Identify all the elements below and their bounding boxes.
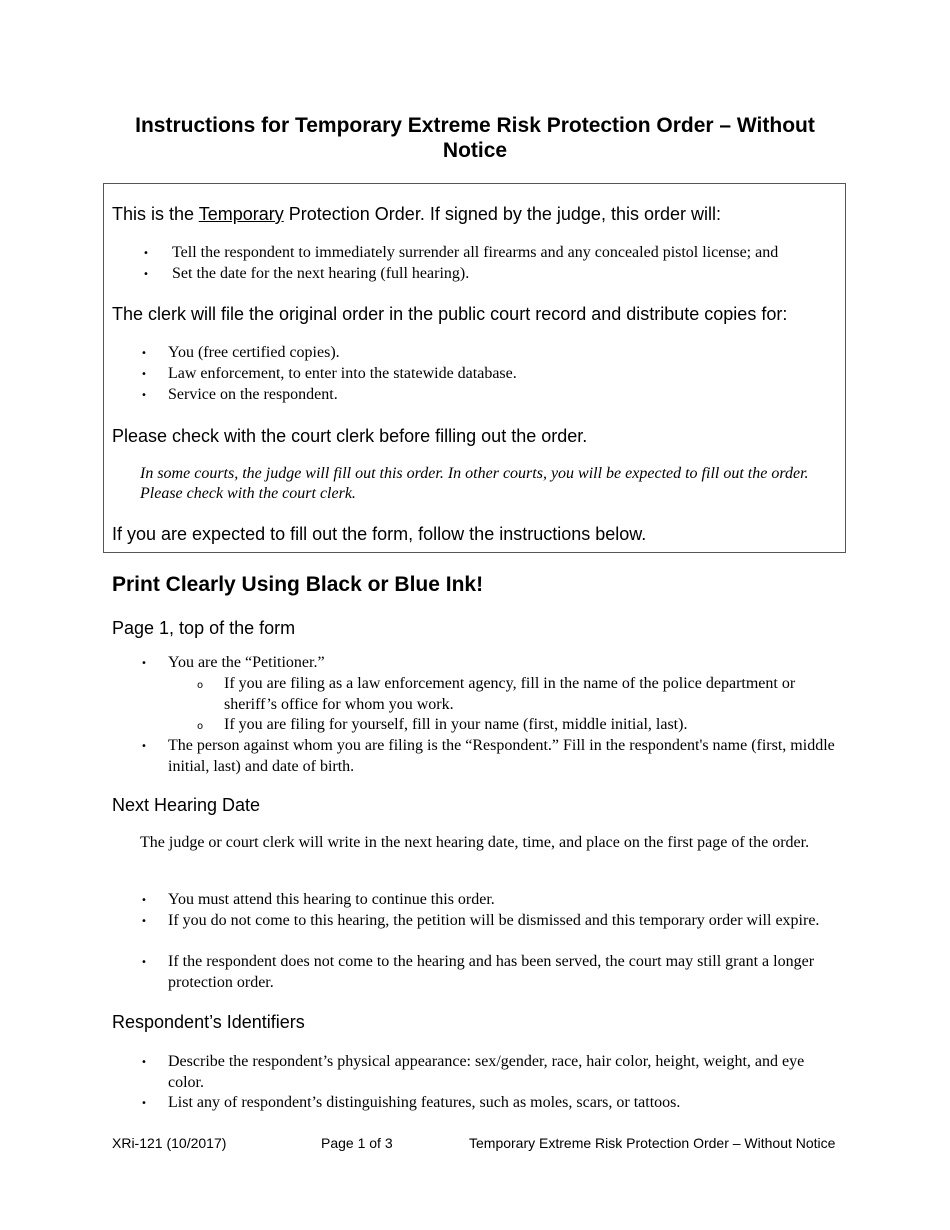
sub-list-item — [0, 674, 844, 715]
page1-list — [0, 653, 850, 777]
list-item — [0, 1093, 844, 1114]
italic-note: In some courts, the judge will fill out this order. In other courts, you will be expected to fill out the order. Please check with the court clerk. — [140, 465, 809, 502]
bullet-icon: • — [141, 957, 147, 968]
list-item-text: If you do not come to this hearing, the petition will be dismissed and this temporary order will expire. — [168, 912, 820, 929]
list-item — [0, 653, 850, 674]
list-item-text: You are the “Petitioner.” — [168, 654, 325, 671]
list-item-text: Describe the respondent’s physical appearance: sex/gender, race, hair color, height, weight, and eye color. — [168, 1053, 805, 1091]
list-item-text: Law enforcement, to enter into the statewide database. — [168, 365, 517, 382]
document-title: Instructions for Temporary Extreme Risk Protection Order – Without Notice — [135, 114, 815, 162]
bullet-icon: • — [143, 248, 149, 259]
list-item — [0, 736, 844, 777]
list-item — [0, 264, 850, 285]
circle-bullet-icon: o — [197, 721, 204, 732]
intro-text-post: Protection Order. If signed by the judge, this order will: — [283, 204, 721, 224]
intro-text — [112, 203, 842, 225]
list-item — [0, 385, 850, 406]
next-hearing-list — [0, 890, 850, 993]
footer-form-code: XRi-121 (10/2017) — [112, 1135, 227, 1151]
list-item — [0, 364, 850, 385]
section-heading-next-hearing: Next Hearing Date — [112, 795, 261, 815]
list-item — [0, 952, 844, 993]
intro-text-pre: This is the — [112, 204, 199, 224]
bullet-icon: • — [141, 348, 147, 359]
bullet-icon: • — [141, 1098, 147, 1109]
list-item-text: If the respondent does not come to the hearing and has been served, the court may still grant a longer protection order. — [168, 953, 815, 991]
list-item-text: Service on the respondent. — [168, 386, 338, 403]
list-item-text: List any of respondent’s distinguishing features, such as moles, scars, or tattoos. — [168, 1094, 681, 1111]
bullet-icon: • — [141, 741, 147, 752]
bullet-icon: • — [141, 658, 147, 669]
sub-list-item-text: If you are filing as a law enforcement agency, fill in the name of the police department or sheriff’s office for whom you work. — [224, 675, 796, 713]
circle-bullet-icon: o — [197, 680, 204, 691]
bullet-icon: • — [143, 269, 149, 280]
sub-list-item — [0, 715, 844, 736]
next-hearing-paragraph: The judge or court clerk will write in the next hearing date, time, and place on the first page of the order. — [140, 834, 810, 851]
temporary-underlined: Temporary — [198, 204, 284, 224]
footer-page-number: Page 1 of 3 — [321, 1135, 393, 1151]
bullet-icon: • — [141, 1057, 147, 1068]
sub-list-item-text: If you are filing for yourself, fill in your name (first, middle initial, last). — [224, 716, 688, 733]
list-item — [0, 911, 844, 952]
bullet-icon: • — [141, 916, 147, 927]
footer-form-title: Temporary Extreme Risk Protection Order – Without Notice — [469, 1135, 836, 1151]
list-item-text: You must attend this hearing to continue this order. — [168, 891, 495, 908]
bullet-icon: • — [141, 390, 147, 401]
clerk-text: The clerk will file the original order in the public court record and distribute copies for: — [112, 304, 788, 324]
section-heading-page1: Page 1, top of the form — [112, 618, 296, 638]
bullet-icon: • — [141, 369, 147, 380]
list-item-text: Tell the respondent to immediately surrender all firearms and any concealed pistol license; and — [172, 244, 779, 261]
section-heading-identifiers: Respondent’s Identifiers — [112, 1012, 305, 1032]
list-item — [0, 890, 844, 911]
order-effects-list — [0, 243, 850, 285]
check-text: Please check with the court clerk before filling out the order. — [112, 426, 588, 446]
print-heading: Print Clearly Using Black or Blue Ink! — [112, 573, 484, 596]
follow-text: If you are expected to fill out the form, follow the instructions below. — [112, 524, 647, 544]
list-item-text: You (free certified copies). — [168, 344, 340, 361]
list-item — [0, 243, 850, 264]
list-item — [0, 343, 850, 364]
identifiers-list — [0, 1052, 850, 1114]
copies-list — [0, 343, 850, 406]
list-item-text: The person against whom you are filing is the “Respondent.” Fill in the respondent's name (first, middle initial, last) and date of birth. — [168, 737, 835, 775]
bullet-icon: • — [141, 895, 147, 906]
list-item-text: Set the date for the next hearing (full hearing). — [172, 265, 470, 282]
list-item — [0, 1052, 844, 1093]
